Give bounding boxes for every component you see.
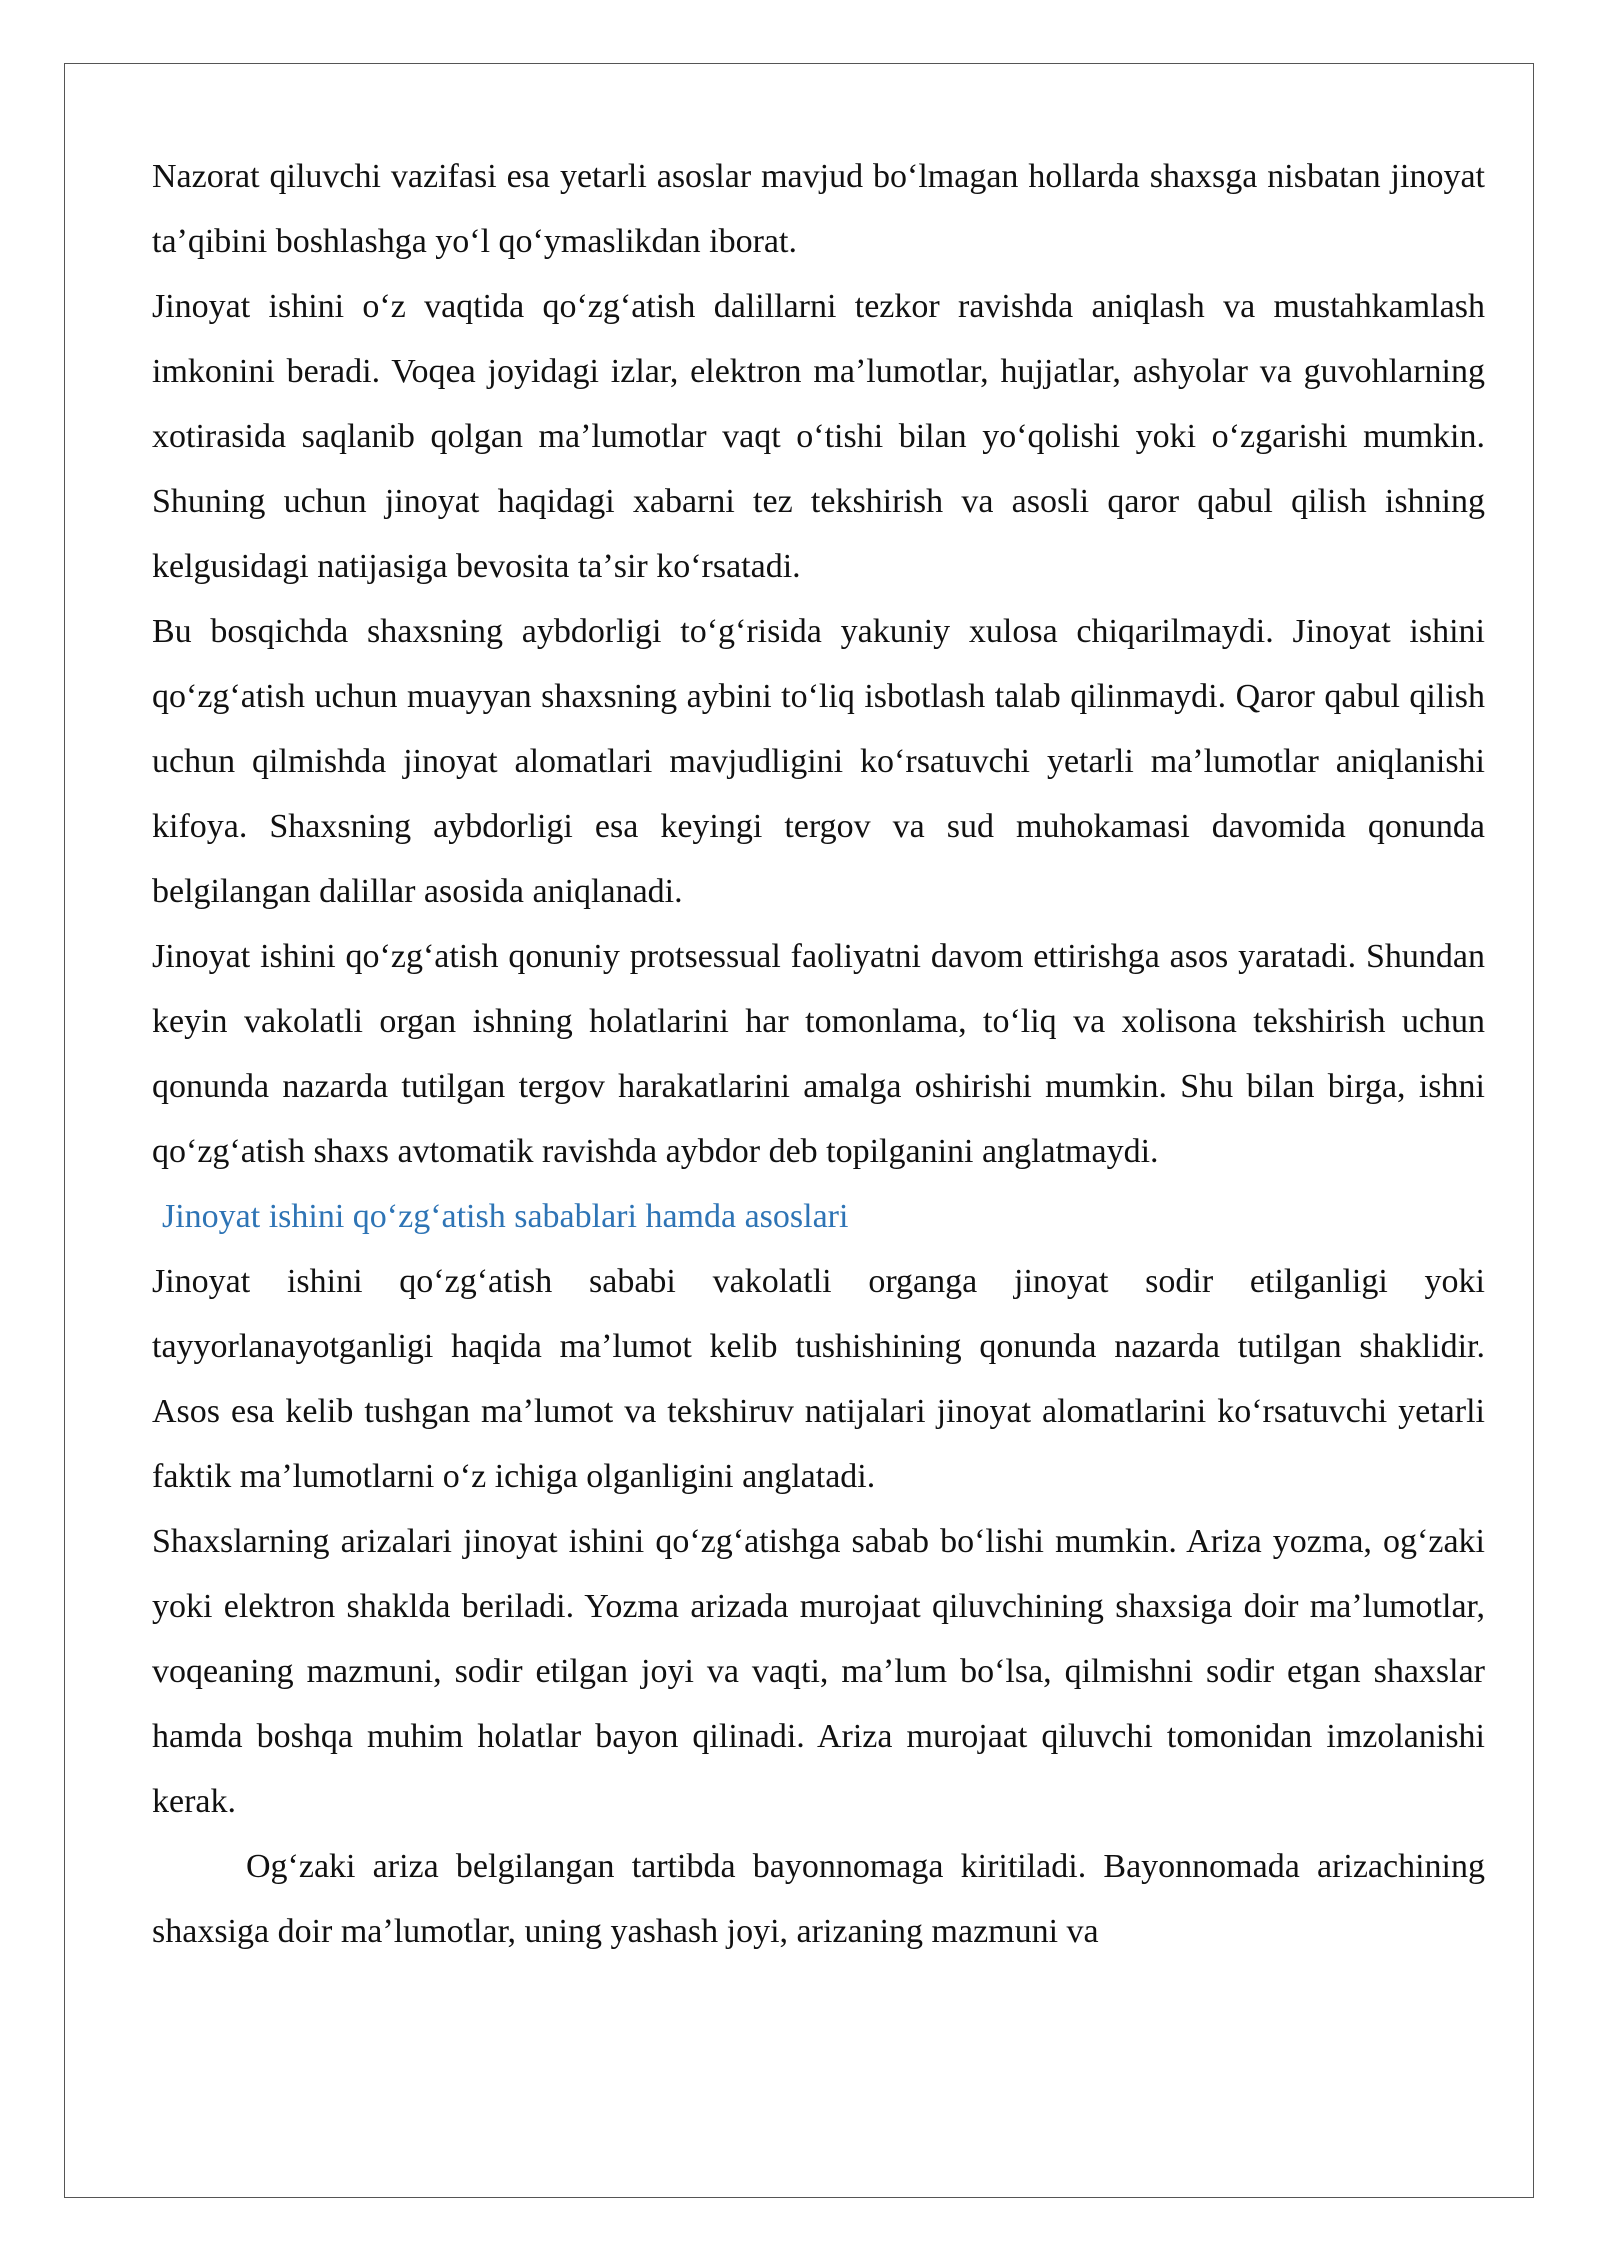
section-heading: Jinoyat ishini qoʻzgʻatish sabablari hamda asoslari xyxy=(162,1198,849,1235)
paragraph-7: Ogʻzaki ariza belgilangan tartibda bayonnomaga kiritiladi. Bayonnomada arizachining shaxsiga doir maʼlumotlar, uning yashash joyi, arizaning mazmuni va xyxy=(152,1848,1485,1950)
paragraph-4: Jinoyat ishini qoʻzgʻatish qonuniy protsessual faoliyatni davom ettirishga asos yaratadi. Shundan keyin vakolatli organ ishning holatlarini har tomonlama, toʻliq va xolisona tekshirish uchun qonunda nazarda tutilgan tergov harakatlarini amalga oshirishi mumkin. Shu bilan birga, ishni qoʻzgʻatish shaxs avtomatik ravishda aybdor deb topilganini anglatmaydi. xyxy=(152,938,1485,1170)
paragraph-5: Jinoyat ishini qoʻzgʻatish sababi vakolatli organga jinoyat sodir etilganligi yoki tayyorlanayotganligi haqida maʼlumot kelib tushishining qonunda nazarda tutilgan shaklidir. Asos esa kelib tushgan maʼlumot va tekshiruv natijalari jinoyat alomatlarini koʻrsatuvchi yetarli faktik maʼlumotlarni oʻz ichiga olganligini anglatadi. xyxy=(152,1263,1485,1495)
paragraph-6: Shaxslarning arizalari jinoyat ishini qoʻzgʻatishga sabab boʻlishi mumkin. Ariza yozma, ogʻzaki yoki elektron shaklda beriladi. Yozma arizada murojaat qiluvchining shaxsiga doir maʼlumotlar, voqeaning mazmuni, sodir etilgan joyi va vaqti, maʼlum boʻlsa, qilmishni sodir etgan shaxslar hamda boshqa muhim holatlar bayon qilinadi. Ariza murojaat qiluvchi tomonidan imzolanishi kerak. xyxy=(152,1523,1485,1820)
paragraph-3: Bu bosqichda shaxsning aybdorligi toʻgʻrisida yakuniy xulosa chiqarilmaydi. Jinoyat ishini qoʻzgʻatish uchun muayyan shaxsning aybini toʻliq isbotlash talab qilinmaydi. Qaror qabul qilish uchun qilmishda jinoyat alomatlari mavjudligini koʻrsatuvchi yetarli maʼlumotlar aniqlanishi kifoya. Shaxsning aybdorligi esa keyingi tergov va sud muhokamasi davomida qonunda belgilangan dalillar asosida aniqlanadi. xyxy=(152,613,1485,910)
paragraph-2: Jinoyat ishini oʻz vaqtida qoʻzgʻatish dalillarni tezkor ravishda aniqlash va mustahkamlash imkonini beradi. Voqea joyidagi izlar, elektron maʼlumotlar, hujjatlar, ashyolar va guvohlarning xotirasida saqlanib qolgan maʼlumotlar vaqt oʻtishi bilan yoʻqolishi yoki oʻzgarishi mumkin. Shuning uchun jinoyat haqidagi xabarni tez tekshirish va asosli qaror qabul qilish ishning kelgusidagi natijasiga bevosita taʼsir koʻrsatadi. xyxy=(152,288,1485,585)
document-body xyxy=(152,144,1485,1964)
paragraph-1: Nazorat qiluvchi vazifasi esa yetarli asoslar mavjud boʻlmagan hollarda shaxsga nisbatan jinoyat taʼqibini boshlashga yoʻl qoʻymaslikdan iborat. xyxy=(152,158,1485,260)
